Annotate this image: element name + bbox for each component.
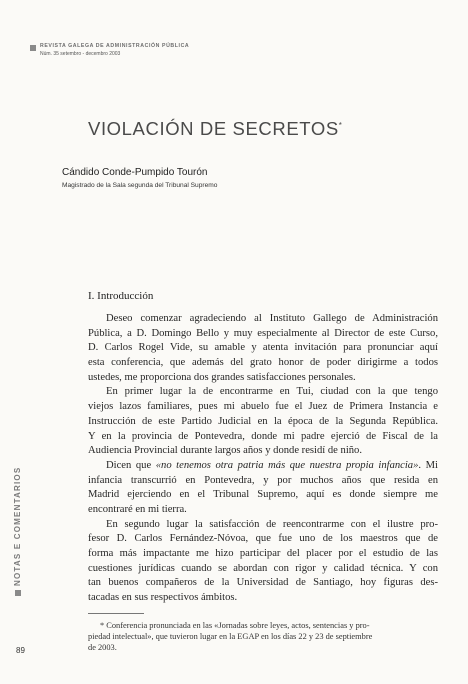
body-line: infancia transcurrió en Pontevedra, y por muchos años que resida en <box>88 474 438 486</box>
side-square-icon <box>15 590 21 596</box>
title-footnote-mark: * <box>338 120 342 130</box>
body-line: Instrucción de este Partido Judicial en la época de la Segunda República. <box>88 415 438 427</box>
body-line: Y en la provincia de Pontevedra, donde mi padre ejerció de Fiscal de la <box>88 430 438 442</box>
body-line: viejos lazos familiares, pues mi abuelo fue el Juez de Primera Instancia e <box>88 401 438 413</box>
body-line: tan buenos compañeros de la Universidad de Santiago, hoy figuras des- <box>88 577 438 589</box>
article-title <box>88 118 342 140</box>
body-line: En primer lugar la de encontrarme en Tui, ciudad con la que tengo <box>106 386 438 398</box>
body-line: tacadas en sus respectivos ámbitos. <box>88 592 238 604</box>
footnote-line: * Conferencia pronunciada en las «Jornadas sobre leyes, actos, sentencias y pro- <box>100 621 370 630</box>
body-line: esta conferencia, que además del grato honor de poder dirigirme a todos <box>88 357 438 369</box>
footnote-divider <box>88 613 144 614</box>
body-line: encontraré en mi tierra. <box>88 503 187 515</box>
side-section-label <box>13 467 22 596</box>
footnote-line: de 2003. <box>88 643 117 653</box>
body-line: cuestiones jurídicas cuando se abordan con rigor y calidad técnica. Y con <box>88 562 438 574</box>
body-line: En segundo lugar la satisfacción de reencontrarme con el ilustre pro- <box>106 518 438 530</box>
side-label-text: NOTAS E COMENTARIOS <box>13 466 22 586</box>
journal-issue: Núm. 35 setembro - decembro 2003 <box>40 51 121 57</box>
quote-after: . Mi <box>418 459 438 471</box>
body-line-quote <box>88 459 438 474</box>
article-title-text: VIOLACIÓN DE SECRETOS <box>88 118 339 139</box>
author-affiliation: Magistrado de la Sala segunda del Tribunal Supremo <box>62 182 218 189</box>
section-heading: I. Introducción <box>88 290 154 302</box>
quote-italic: «no tenemos otra patria más que nuestra propia infancia» <box>155 459 419 471</box>
body-line: D. Carlos Rogel Vide, su amable y atenta invitación para pronunciar aquí <box>88 342 438 354</box>
page-number: 89 <box>16 646 25 655</box>
footnote <box>88 620 438 654</box>
header-square-icon <box>30 45 36 51</box>
body-line: fesor D. Carlos Fernández-Nóvoa, que fue uno de los maestros que de <box>88 533 438 545</box>
author-name: Cándido Conde-Pumpido Tourón <box>62 167 208 178</box>
body-line: Madrid ejerciendo en el Tribunal Supremo, aquí es donde siempre me <box>88 489 438 501</box>
body-line: Deseo comenzar agradeciendo al Instituto Gallego de Administración <box>106 313 438 324</box>
journal-name: REVISTA GALEGA DE ADMINISTRACIÓN PÚBLICA <box>40 43 190 49</box>
body-line: Pública, a D. Domingo Bello y muy especialmente al Director de este Curso, <box>88 327 438 339</box>
quote-before: Dicen que <box>106 459 156 471</box>
body-line: ustedes, me proporciona dos grandes satisfacciones personales. <box>88 371 356 383</box>
body-line: Audiencia Provincial durante largos años y donde residí de niño. <box>88 445 362 457</box>
body-text <box>88 312 438 606</box>
body-line: forma más impactante me hizo participar del placer por el estudio de las <box>88 548 438 559</box>
footnote-line: piedad intelectual», que tuvieron lugar en la EGAP en los días 22 y 23 de septiembre <box>88 632 373 642</box>
